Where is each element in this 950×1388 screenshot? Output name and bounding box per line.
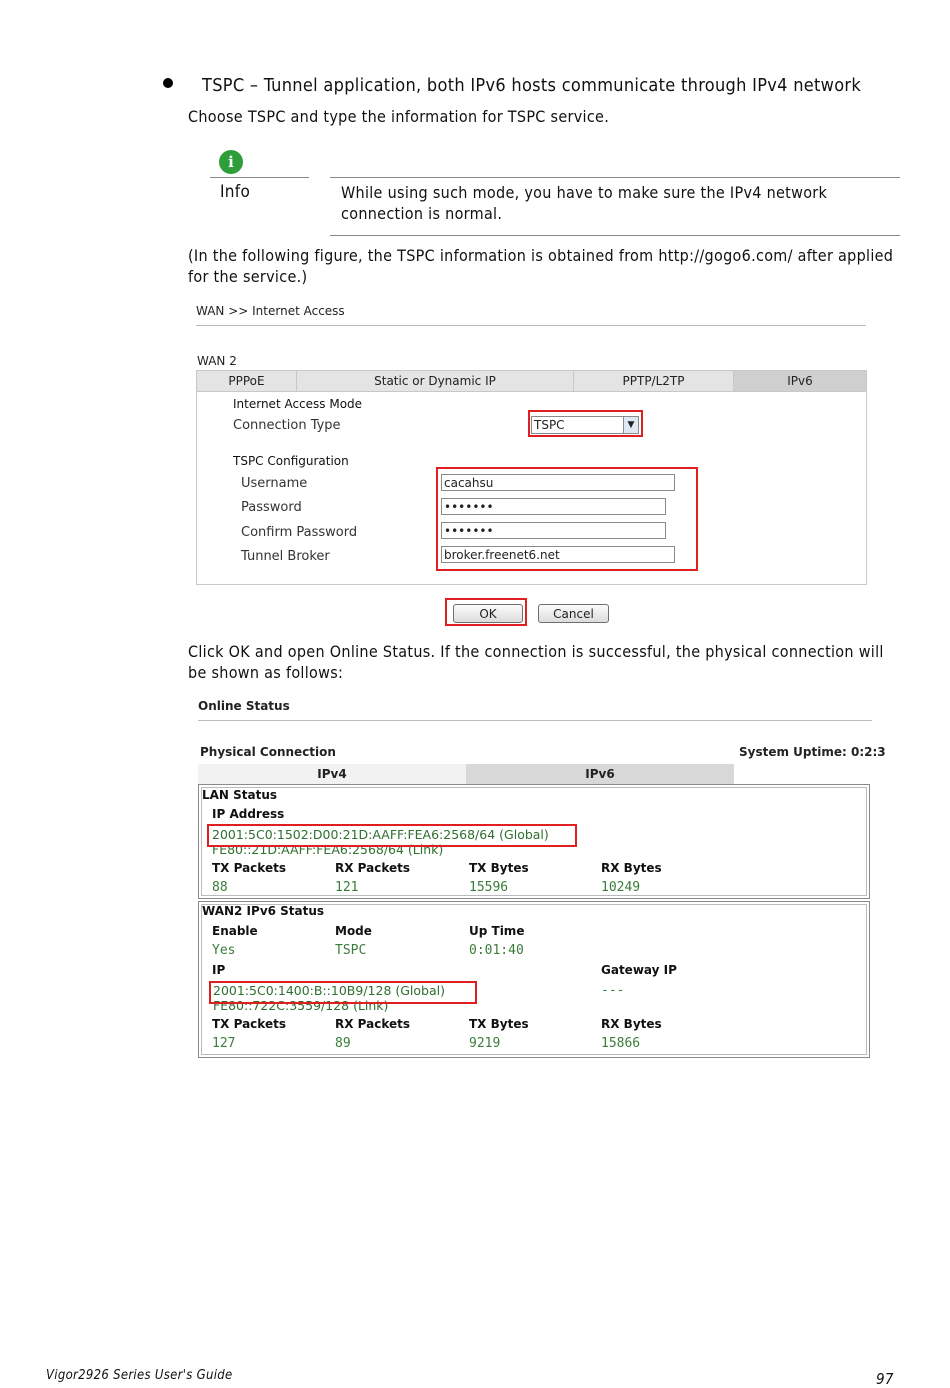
wan-rx-packets-header: RX Packets xyxy=(335,1017,411,1031)
password-input[interactable]: ••••••• xyxy=(441,498,666,515)
wan-rx-packets-value: 89 xyxy=(335,1036,351,1051)
status-tabs xyxy=(198,764,734,784)
divider xyxy=(210,177,309,178)
wan2-status-title: WAN2 IPv6 Status xyxy=(202,904,325,918)
lan-rx-packets-header: RX Packets xyxy=(335,861,411,875)
connection-type-label: Connection Type xyxy=(233,418,341,433)
lan-rx-bytes-value: 10249 xyxy=(601,880,641,895)
wan-tx-bytes-header: TX Bytes xyxy=(469,1017,529,1031)
username-label: Username xyxy=(241,476,308,491)
lan-tx-bytes-header: TX Bytes xyxy=(469,861,529,875)
cancel-button[interactable]: Cancel xyxy=(538,604,609,623)
gateway-ip-value: --- xyxy=(601,983,625,998)
wan-mode-header: Mode xyxy=(335,924,372,938)
highlight-box xyxy=(436,467,698,571)
wan-enable-value: Yes xyxy=(212,943,236,958)
intro-paragraph: Choose TSPC and type the information for TSPC service. xyxy=(188,107,610,126)
wan-tx-packets-value: 127 xyxy=(212,1036,236,1051)
gateway-ip-heading: Gateway IP xyxy=(601,963,677,977)
chevron-down-icon: ▼ xyxy=(623,417,638,433)
online-status-title: Online Status xyxy=(198,699,290,713)
confirm-password-label: Confirm Password xyxy=(241,525,358,540)
wan-uptime-header: Up Time xyxy=(469,924,525,938)
physical-connection-heading: Physical Connection xyxy=(200,745,336,759)
tunnel-broker-label: Tunnel Broker xyxy=(241,549,330,564)
lan-status-title: LAN Status xyxy=(202,788,278,802)
after-paragraph: Click OK and open Online Status. If the connection is successful, the physical connection will be shown as follows: xyxy=(188,642,884,682)
wan-uptime-value: 0:01:40 xyxy=(469,943,524,958)
info-text: While using such mode, you have to make sure the IPv4 network connection is normal. xyxy=(341,183,828,223)
tab-static-dynamic-ip[interactable]: Static or Dynamic IP xyxy=(297,371,574,391)
tab-ipv6[interactable]: IPv6 xyxy=(734,371,866,391)
password-label: Password xyxy=(241,500,302,515)
info-icon: i xyxy=(219,150,243,174)
connection-type-value: TSPC xyxy=(534,418,565,432)
system-uptime: System Uptime: 0:2:3 xyxy=(739,745,886,759)
wan-tabs xyxy=(196,370,867,392)
confirm-password-input[interactable]: ••••••• xyxy=(441,522,666,539)
highlight-box xyxy=(445,598,527,626)
wan-enable-header: Enable xyxy=(212,924,258,938)
divider xyxy=(198,720,872,721)
ok-button[interactable]: OK xyxy=(453,604,523,623)
divider xyxy=(330,235,900,236)
wan-section-title: WAN 2 xyxy=(197,354,237,368)
wan-ip-heading: IP xyxy=(212,963,226,977)
lan-tx-packets-value: 88 xyxy=(212,880,228,895)
section-title: TSPC – Tunnel application, both IPv6 hosts communicate through IPv4 network xyxy=(202,75,862,96)
divider xyxy=(330,177,900,178)
lan-ip-heading: IP Address xyxy=(212,807,285,821)
footer-guide-title: Vigor2926 Series User's Guide xyxy=(46,1368,233,1383)
tab-ipv6[interactable]: IPv6 xyxy=(466,764,734,784)
lan-tx-packets-header: TX Packets xyxy=(212,861,286,875)
tspc-configuration-heading: TSPC Configuration xyxy=(233,454,349,468)
divider xyxy=(196,325,866,326)
wan-mode-value: TSPC xyxy=(335,943,367,958)
lan-tx-bytes-value: 15596 xyxy=(469,880,509,895)
wan-rx-bytes-header: RX Bytes xyxy=(601,1017,662,1031)
lan-rx-bytes-header: RX Bytes xyxy=(601,861,662,875)
username-input[interactable]: cacahsu xyxy=(441,474,675,491)
internet-access-mode-heading: Internet Access Mode xyxy=(233,397,363,411)
wan-rx-bytes-value: 15866 xyxy=(601,1036,641,1051)
note-paragraph: (In the following figure, the TSPC information is obtained from http://gogo6.com/ after applied for the service.) xyxy=(188,246,894,286)
tunnel-broker-input[interactable]: broker.freenet6.net xyxy=(441,546,675,563)
breadcrumb: WAN >> Internet Access xyxy=(196,304,345,318)
lan-ip-global: 2001:5C0:1502:D00:21D:AAFF:FEA6:2568/64 (Global) xyxy=(212,827,549,842)
wan-ip-link: FE80::722C:3559/128 (Link) xyxy=(213,998,389,1013)
bullet-point xyxy=(163,78,173,88)
highlight-box xyxy=(207,824,577,847)
tab-pppoe[interactable]: PPPoE xyxy=(197,371,297,391)
tab-ipv4[interactable]: IPv4 xyxy=(198,764,466,784)
highlight-box xyxy=(209,981,477,1004)
info-label: Info xyxy=(220,182,251,202)
highlight-box xyxy=(528,410,643,437)
page-number: 97 xyxy=(876,1370,894,1388)
wan-tx-bytes-value: 9219 xyxy=(469,1036,501,1051)
wan-ip-global: 2001:5C0:1400:B::10B9/128 (Global) xyxy=(213,983,445,998)
lan-ip-link: FE80::21D:AAFF:FEA6:2568/64 (Link) xyxy=(212,842,444,857)
lan-rx-packets-value: 121 xyxy=(335,880,359,895)
wan2-ipv6-status-box xyxy=(198,901,870,1058)
tab-pptp-l2tp[interactable]: PPTP/L2TP xyxy=(574,371,734,391)
wan-tx-packets-header: TX Packets xyxy=(212,1017,286,1031)
